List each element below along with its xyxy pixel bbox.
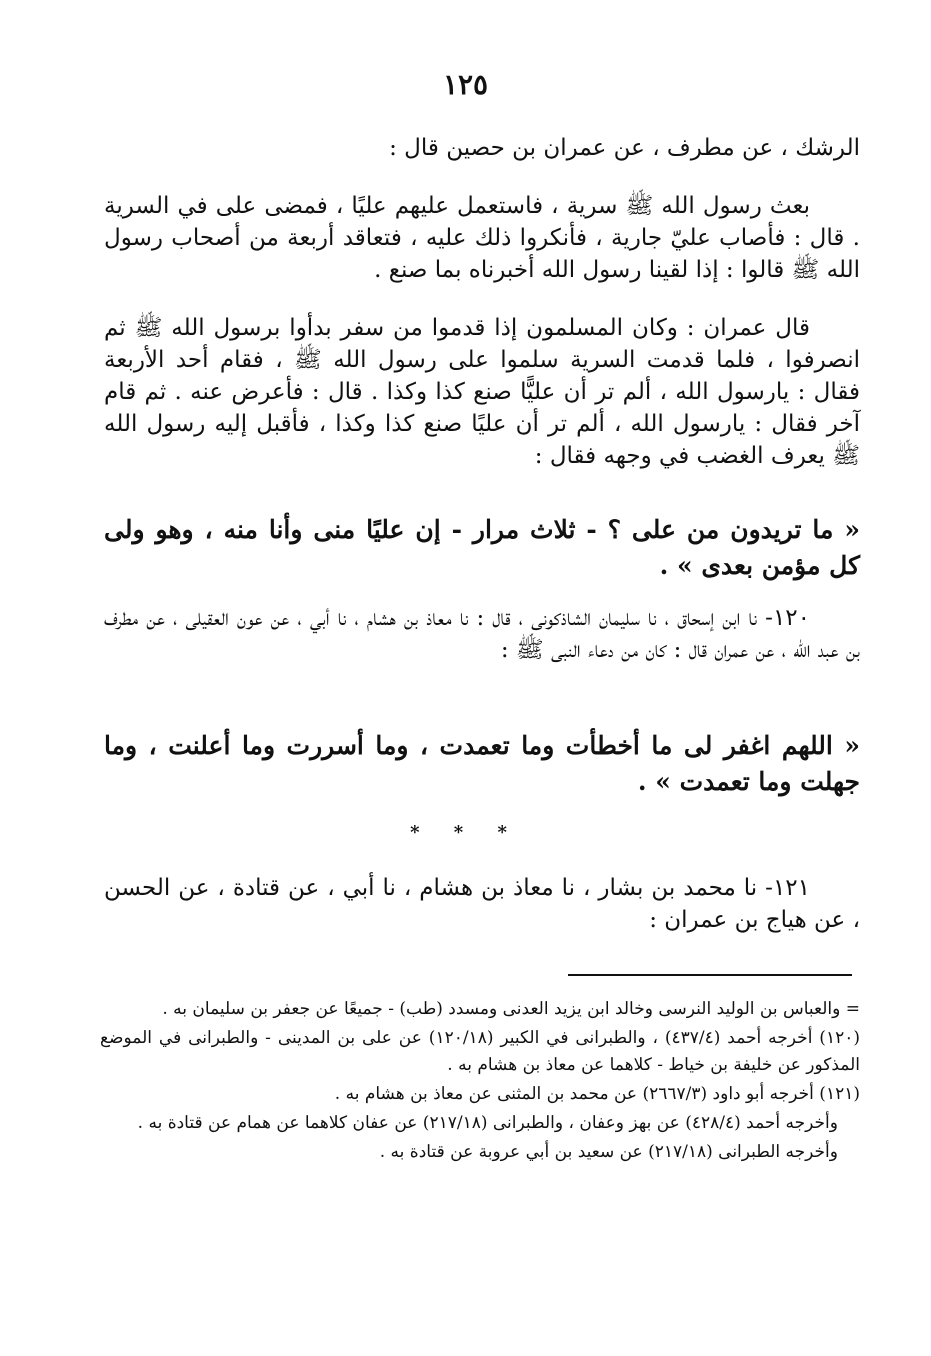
hadith-text-2: « اللهم اغفر لى ما أخطأت وما تعمدت ، وما أسررت وما أعلنت ، وما جهلت وما تعمدت » . <box>104 731 860 796</box>
paragraph-1: بعث رسول الله ﷺ سرية ، فاستعمل عليهم عليًا ، فمضى على في السرية . قال : فأصاب عليّ جارية ، فأنكروا ذلك عليه ، فتعاقد أربعة من أصحاب رسول الله ﷺ قالوا : إذا لقينا رسول الله أخبرناه بما صنع . <box>104 193 860 283</box>
paragraph-2: قال عمران : وكان المسلمون إذا قدموا من سفر بدأوا برسول الله ﷺ ثم انصرفوا ، فلما قدمت السرية سلموا على رسول الله ﷺ ، فقام أحد الأربعة فقال : يارسول الله ، ألم تر أن عليًّا صنع كذا وكذا . قال : فأعرض عنه . ثم قام آخر فقال : يارسول الله ، ألم تر أن عليًا صنع كذا وكذا ، فأقبل إليه رسول الله ﷺ يعرف الغضب في وجهه فقال : <box>104 315 860 469</box>
footnote-121: (١٢١) أخرجه أبو داود (٢٦٦٧/٣) عن محمد بن المثنى عن معاذ بن هشام به . <box>334 1084 860 1104</box>
footnote-120: (١٢٠) أخرجه أحمد (٤٣٧/٤) ، والطبرانى في الكبير (١٢٠/١٨) عن على بن المدينى - والطبرانى في الموضع المذكور عن خليفة بن خياط - كلاهما عن معاذ بن هشام به . <box>100 1028 860 1075</box>
footnote-rule <box>568 974 852 976</box>
footnote-121-tabarani: وأخرجه الطبرانى (٢١٧/١٨) عن سعيد بن أبي عروبة عن قتادة به . <box>379 1142 838 1162</box>
footnotes <box>100 996 860 1168</box>
hadith-text-1: « ما تريدون من على ؟ - ثلاث مرار - إن عليًا منى وأنا منه ، وهو ولى كل مؤمن بعدى » . <box>104 515 860 580</box>
section-divider: * * * <box>410 822 521 843</box>
page-number: ١٢٥ <box>442 68 489 101</box>
intro-line: الرشك ، عن مطرف ، عن عمران بن حصين قال : <box>389 135 860 161</box>
footnote-continued: = والعباس بن الوليد النرسى وخالد ابن يزيد العدنى ومسدد (طب) - جميعًا عن جعفر بن سليمان به . <box>162 999 860 1019</box>
paragraph-121: ١٢١- نا محمد بن بشار ، نا معاذ بن هشام ، نا أبي ، عن قتادة ، عن الحسن ، عن هياج بن عمران : <box>104 875 860 933</box>
paragraph-120: ١٢٠- نا ابن إسحاق ، نا سليمان الشاذكونى ، قال : نا معاذ بن هشام ، نا أبي ، عن عون العقيلى ، عن مطرف بن عبد الله ، عن عمران قال : كان من دعاء النبى ﷺ : <box>104 605 860 663</box>
footnote-121-ahmad: وأخرجه أحمد (٤٢٨/٤) عن بهز وعفان ، والطبرانى (٢١٧/١٨) عن عفان كلاهما عن همام عن قتادة به . <box>137 1113 838 1133</box>
